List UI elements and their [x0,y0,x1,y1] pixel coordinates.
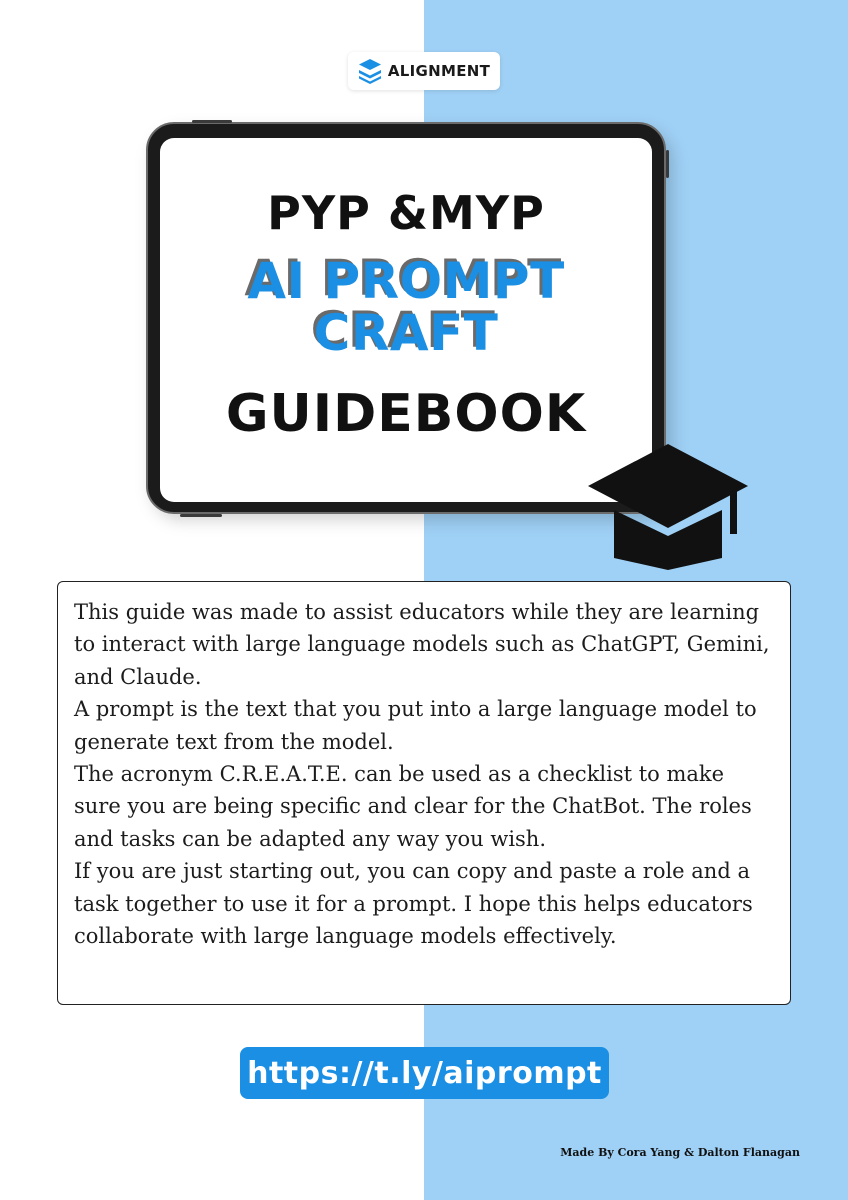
title-guidebook: GUIDEBOOK [225,384,587,444]
title-ai-prompt: AI PROMPT [247,252,565,310]
brand-name: ALIGNMENT [387,62,491,80]
intro-text-box [57,581,791,1005]
intro-paragraph: This guide was made to assist educators while they are learning to interact with large language models such as ChatGPT, Gemini, and Claude. [74,600,770,689]
title-craft: CRAFT [313,304,499,362]
tablet-side-button [666,150,669,178]
guide-link[interactable]: https://t.ly/aiprompt [240,1047,609,1099]
title-programme: PYP &MYP [267,186,545,240]
layers-icon [358,58,382,84]
intro-paragraph: A prompt is the text that you put into a large language model to generate text from the model. [74,697,757,754]
tablet-bottom-connector [180,514,222,517]
tablet-side-button [192,120,232,123]
author-credit: Made By Cora Yang & Dalton Flanagan [560,1146,800,1159]
brand-logo [348,52,500,90]
graduation-cap-icon [588,444,748,570]
intro-paragraph: The acronym C.R.E.A.T.E. can be used as a checklist to make sure you are being specific and clear for the ChatBot. The roles and tasks can be adapted any way you wish. [74,762,752,851]
intro-paragraph: If you are just starting out, you can copy and paste a role and a task together to use it for a prompt. I hope this helps educators collaborate with large language models effectively. [74,859,753,949]
